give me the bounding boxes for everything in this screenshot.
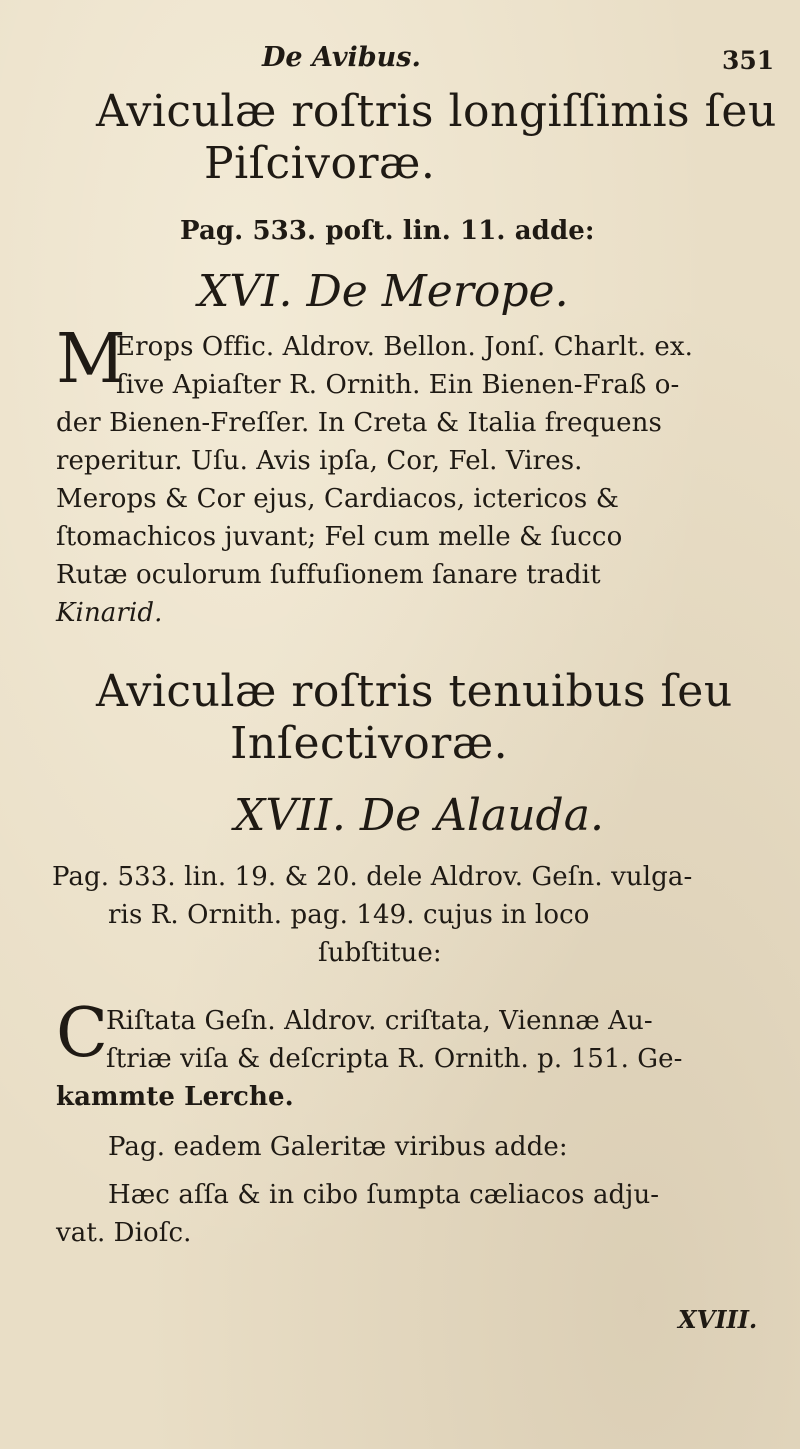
- section-title-line1: Aviculæ roſtris tenuibus ſeu: [96, 666, 733, 717]
- text-line: der Bienen-Freſſer. In Creta & Italia frequens: [56, 408, 662, 438]
- subsection-title: XVII. De Alauda.: [234, 790, 604, 841]
- text-line: Pag. 533. lin. 19. & 20. dele Aldrov. Geſn. vulga-: [52, 862, 693, 892]
- text-line: Erops Offic. Aldrov. Bellon. Jonſ. Charlt. ex.: [116, 332, 694, 362]
- text-line: Rutæ oculorum ſuffuſionem ſanare tradit: [56, 560, 601, 590]
- text-line: vat. Dioſc.: [56, 1218, 192, 1248]
- catchword: XVIII.: [678, 1305, 758, 1334]
- text-line: ſubſtitue:: [318, 938, 442, 968]
- text-line: Merops & Cor ejus, Cardiacos, ictericos &: [56, 484, 619, 514]
- drop-cap: M: [56, 320, 126, 399]
- text-line: ſtomachicos juvant; Fel cum melle & ſucco: [56, 522, 623, 552]
- page-header: [0, 42, 800, 82]
- section-title-line1: Aviculæ roſtris longiſſimis ſeu: [96, 86, 777, 137]
- running-head: De Avibus.: [262, 42, 421, 73]
- page-number: 351: [722, 46, 775, 75]
- subsection-title: XVI. De Merope.: [198, 266, 569, 317]
- drop-cap: C: [56, 994, 109, 1073]
- text-line: Kinarid.: [56, 598, 163, 628]
- addendum-note: Pag. 533. poſt. lin. 11. adde:: [180, 216, 595, 246]
- text-line: reperitur. Uſu. Avis ipſa, Cor, Fel. Vires.: [56, 446, 583, 476]
- text-line: Hæc aſſa & in cibo ſumpta cæliacos adju-: [108, 1180, 660, 1210]
- section-title-line2: Inſectivoræ.: [230, 718, 509, 769]
- text-line: ſive Apiaſter R. Ornith. Ein Bienen-Fraß o-: [116, 370, 680, 400]
- text-line: kammte Lerche.: [56, 1082, 294, 1112]
- addendum-note: Pag. eadem Galeritæ viribus adde:: [108, 1132, 568, 1162]
- text-line: ſtriæ viſa & deſcripta R. Ornith. p. 151. Ge-: [106, 1044, 683, 1074]
- text-line: Riſtata Geſn. Aldrov. criſtata, Viennæ Au-: [106, 1006, 653, 1036]
- text-line: ris R. Ornith. pag. 149. cujus in loco: [108, 900, 590, 930]
- section-title-line2: Piſcivoræ.: [204, 138, 436, 189]
